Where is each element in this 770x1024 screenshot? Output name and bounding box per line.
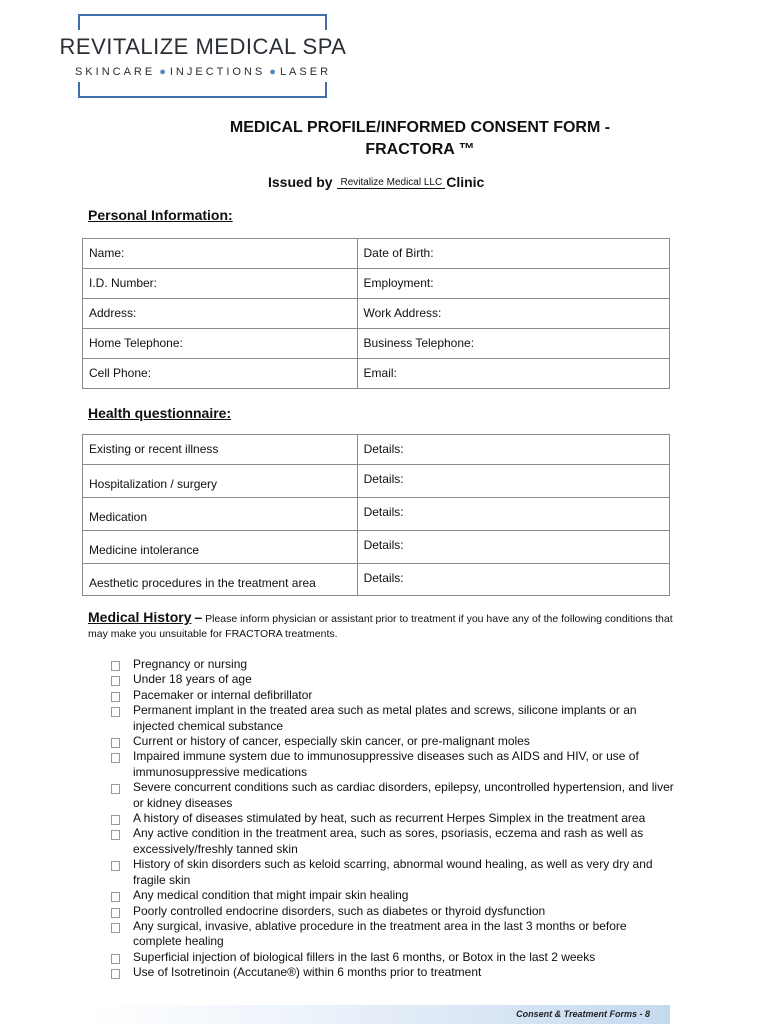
field-value-cell[interactable]: Details: <box>357 435 669 465</box>
issued-by-label: Issued by <box>268 174 333 190</box>
list-item <box>110 734 675 749</box>
field-label-cell[interactable]: Cell Phone: <box>83 359 358 389</box>
condition-text: History of skin disorders such as keloid scarring, abnormal wound healing, as well as very dry and fragile skin <box>133 857 653 887</box>
logo-frame-bottom <box>78 96 327 98</box>
health-questionnaire-heading: Health questionnaire: <box>88 405 232 421</box>
checkbox-icon[interactable] <box>111 692 120 702</box>
page-footer <box>88 1005 670 1024</box>
list-item <box>110 826 675 857</box>
condition-text: Any surgical, invasive, ablative procedure in the treatment area in the last 3 months or before complete healing <box>133 918 627 949</box>
field-label-cell[interactable]: Medicine intolerance <box>83 531 358 564</box>
medical-history-intro <box>88 610 678 642</box>
field-label-cell[interactable]: Existing or recent illness <box>83 435 358 465</box>
list-item <box>110 919 675 950</box>
checkbox-icon[interactable] <box>111 892 120 902</box>
field-value-cell[interactable]: Work Address: <box>357 299 669 329</box>
tagline-part: SKINCARE <box>74 66 156 78</box>
list-item <box>110 965 675 980</box>
personal-info-table <box>82 238 670 389</box>
tagline-part: INJECTIONS <box>169 66 266 78</box>
checkbox-icon[interactable] <box>111 923 120 933</box>
list-item <box>110 780 675 811</box>
condition-text: Use of Isotretinoin (Accutane®) within 6 months prior to treatment <box>133 965 482 980</box>
logo-frame-tick <box>325 14 327 30</box>
condition-text: Permanent implant in the treated area such as metal plates and screws, silicone implants or an injected chemical substance <box>133 703 637 733</box>
field-label-cell[interactable]: Hospitalization / surgery <box>83 465 358 498</box>
table-row <box>83 359 670 389</box>
form-title: MEDICAL PROFILE/INFORMED CONSENT FORM - FRACTORA ™ <box>229 119 611 158</box>
logo-tagline <box>58 66 348 78</box>
field-value-cell[interactable]: Employment: <box>357 269 669 299</box>
condition-text: Severe concurrent conditions such as cardiac disorders, epilepsy, uncontrolled hypertension, and liver or kidney diseases <box>133 780 674 810</box>
table-row <box>83 531 670 564</box>
condition-text: Superficial injection of biological fillers in the last 6 months, or Botox in the last 2 weeks <box>133 949 596 964</box>
issued-by-field[interactable]: Revitalize Medical LLC <box>337 177 445 189</box>
condition-text: Under 18 years of age <box>133 672 252 687</box>
checkbox-icon[interactable] <box>111 969 120 979</box>
field-value-cell[interactable]: Details: <box>357 465 669 498</box>
clinic-logo <box>58 14 348 98</box>
table-row <box>83 329 670 359</box>
logo-frame-tick <box>78 14 80 30</box>
checkbox-icon[interactable] <box>111 707 120 717</box>
bullet-dot-icon: ● <box>269 66 276 78</box>
condition-text: Any active condition in the treatment area, such as sores, psoriasis, eczema and rash as well as excessively/freshly tanned skin <box>133 826 644 856</box>
field-label-cell[interactable]: I.D. Number: <box>83 269 358 299</box>
table-row <box>83 269 670 299</box>
issued-by-line <box>268 174 484 190</box>
list-item <box>110 857 675 888</box>
heading-dash: – <box>194 609 203 625</box>
condition-text: Current or history of cancer, especially skin cancer, or pre-malignant moles <box>133 734 530 749</box>
checkbox-icon[interactable] <box>111 784 120 794</box>
personal-info-heading: Personal Information: <box>88 207 233 223</box>
field-label-cell[interactable]: Name: <box>83 239 358 269</box>
tagline-part: LASER <box>279 66 332 78</box>
checkbox-icon[interactable] <box>111 676 120 686</box>
medical-history-text: Please inform physician or assistant prior to treatment if you have any of the following conditions that may make you unsuitable for FRACTORA treatments. <box>88 613 673 640</box>
field-label-cell[interactable]: Medication <box>83 498 358 531</box>
checkbox-icon[interactable] <box>111 830 120 840</box>
list-item <box>110 904 675 919</box>
medical-history-heading: Medical History <box>88 609 192 625</box>
condition-text: A history of diseases stimulated by heat, such as recurrent Herpes Simplex in the treatment area <box>133 811 646 826</box>
logo-brand-name: REVITALIZE MEDICAL SPA <box>59 34 347 59</box>
field-value-cell[interactable]: Email: <box>357 359 669 389</box>
field-label-cell[interactable]: Aesthetic procedures in the treatment area <box>83 564 358 596</box>
field-value-cell[interactable]: Business Telephone: <box>357 329 669 359</box>
checkbox-icon[interactable] <box>111 753 120 763</box>
condition-text: Impaired immune system due to immunosuppressive diseases such as AIDS and HIV, or use of immunosuppressive medications <box>133 749 639 779</box>
field-value-cell[interactable]: Details: <box>357 498 669 531</box>
field-value-cell[interactable]: Details: <box>357 531 669 564</box>
table-row <box>83 564 670 596</box>
table-row <box>83 435 670 465</box>
list-item <box>110 950 675 965</box>
table-row <box>83 239 670 269</box>
condition-text: Pacemaker or internal defibrillator <box>133 687 313 702</box>
condition-list <box>110 657 675 981</box>
table-row <box>83 498 670 531</box>
list-item <box>110 657 675 672</box>
bullet-dot-icon: ● <box>159 66 166 78</box>
checkbox-icon[interactable] <box>111 954 120 964</box>
list-item <box>110 811 675 826</box>
footer-text: Consent & Treatment Forms - 8 <box>516 1009 650 1019</box>
field-label-cell[interactable]: Address: <box>83 299 358 329</box>
condition-text: Poorly controlled endocrine disorders, such as diabetes or thyroid dysfunction <box>133 903 546 918</box>
field-value-cell[interactable]: Details: <box>357 564 669 596</box>
checkbox-icon[interactable] <box>111 815 120 825</box>
table-row <box>83 299 670 329</box>
field-label-cell[interactable]: Home Telephone: <box>83 329 358 359</box>
list-item <box>110 749 675 780</box>
logo-frame-top <box>78 14 327 16</box>
checkbox-icon[interactable] <box>111 661 120 671</box>
list-item <box>110 688 675 703</box>
checkbox-icon[interactable] <box>111 861 120 871</box>
condition-text: Any medical condition that might impair skin healing <box>133 888 409 903</box>
table-row <box>83 465 670 498</box>
health-questionnaire-table <box>82 434 670 596</box>
checkbox-icon[interactable] <box>111 908 120 918</box>
field-value-cell[interactable]: Date of Birth: <box>357 239 669 269</box>
list-item <box>110 888 675 903</box>
list-item <box>110 672 675 687</box>
issued-by-suffix: Clinic <box>446 174 485 190</box>
condition-text: Pregnancy or nursing <box>133 657 248 671</box>
list-item <box>110 703 675 734</box>
checkbox-icon[interactable] <box>111 738 120 748</box>
